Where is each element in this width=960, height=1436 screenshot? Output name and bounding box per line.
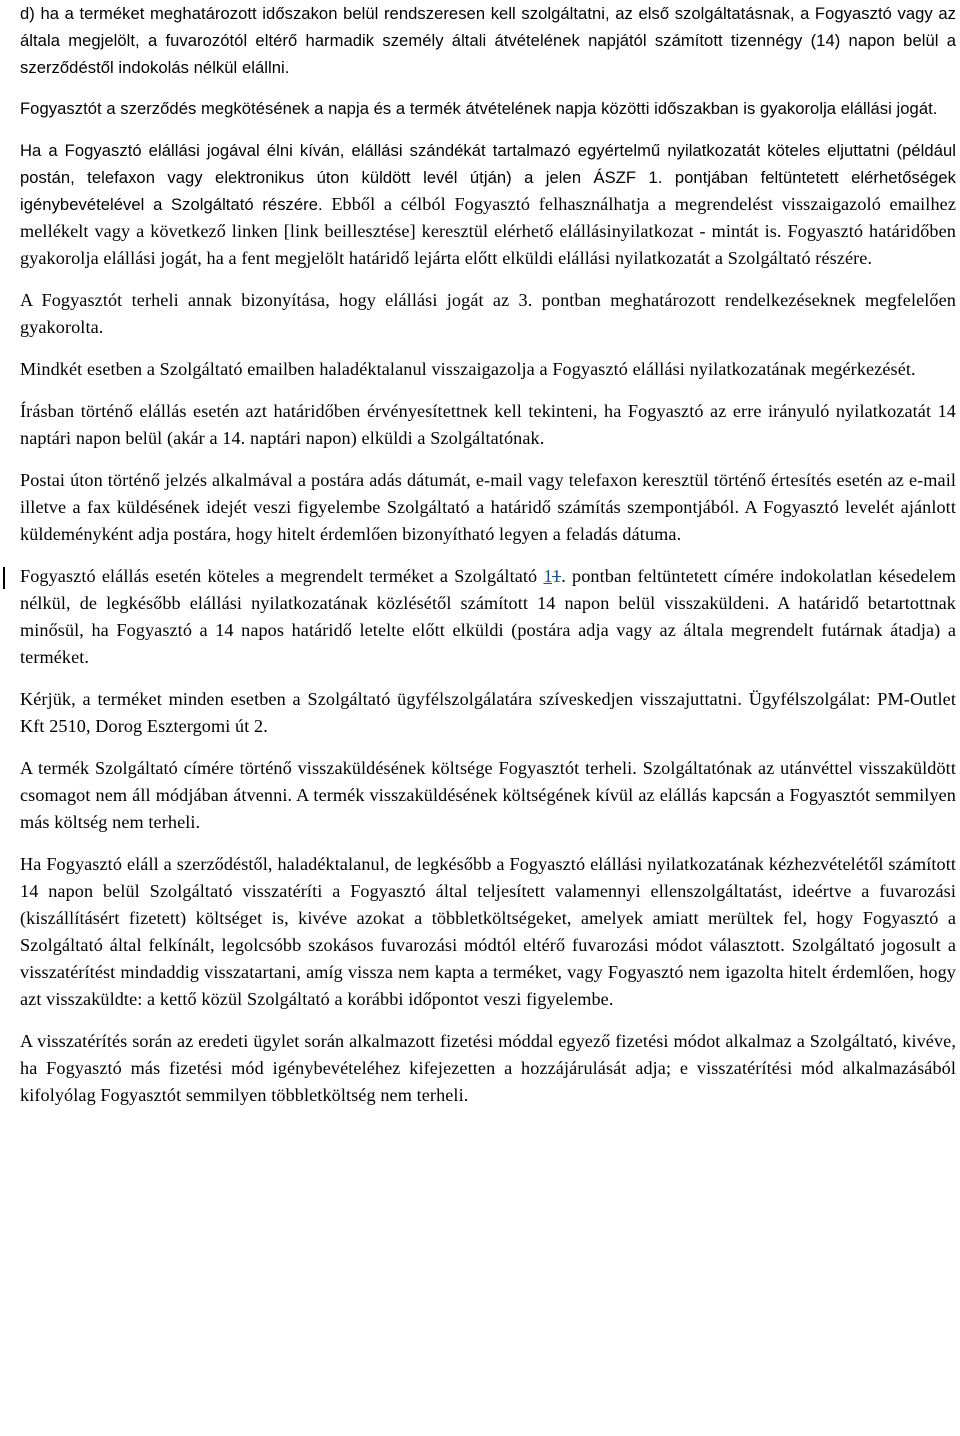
return-text-after: . pontban feltüntetett címére indokolatlan késedelem nélkül, de legkésőbb elállási nyilatkozatának közlésétől számított 14 napon belül visszaküldeni. A határidő betartottnak minősül, ha Fogyasztó a 14 napos határidő letelte előtt elküldi (postára adja vagy az általa megrendelt futárnak átadja) a terméket. (20, 566, 956, 667)
paragraph-written-withdrawal: Írásban történő elállás esetén azt határidőben érvényesítettnek kell tekinteni, ha Fogyasztó az erre irányuló nyilatkozatát 14 naptári napon belül (akár a 14. naptári napon) elküldi a Szolgáltatónak. (20, 401, 956, 448)
paragraph-refund-method: A visszatérítés során az eredeti ügylet során alkalmazott fizetési móddal egyező fizetési módot alkalmaz a Szolgáltató, kivéve, ha Fogyasztó más fizetési mód igénybevételéhez kifejezetten a hozzájárulását adja; e visszatérítési mód alkalmazásából kifolyólag Fogyasztót semmilyen többletköltség nem terheli. (20, 1031, 956, 1105)
paragraph-withdrawal-periodic-service: d) ha a terméket meghatározott időszakon belül rendszeresen kell szolgáltatni, az első szolgáltatásnak, a Fogyasztó vagy az általa megjelölt, a fuvarozótól eltérő harmadik személy általi átvételének napjától számított tizennégy (14) napon belül a szerződéstől indokolás nélkül elállni. (20, 4, 956, 77)
revised-paragraph-wrapper (20, 563, 956, 671)
withdrawal-statement-serif-part: Ebből a célból Fogyasztó felhasználhatja a megrendelést visszaigazoló emailhez mellékelt vagy a következő linken [link beillesztése] keresztül elérhető elállásinyilatkozat - mintát is. Fogyasztó határidőben gyakorolja elállási jogát, ha a fent megjelölt határidő lejárta előtt elküldi elállási nyilatkozatát a Szolgáltató részére. (20, 194, 956, 268)
paragraph-email-confirmation: Mindkét esetben a Szolgáltató emailben haladéktalanul visszaigazolja a Fogyasztó elállási nyilatkozatának megérkezését. (20, 359, 916, 379)
withdrawal-statement-sans-part: Ha a Fogyasztó elállási jogával élni kíván, elállási szándékát tartalmazó egyértelmű nyilatkozatát köteles eljuttatni (például postán, telefaxon vagy elektronikus úton küldött levél útján) a jelen ÁSZF 1. pontjában feltüntetett elérhetőségek igénybevételével a Szolgáltató részére. (20, 141, 956, 214)
change-bar-marker (3, 567, 5, 589)
paragraph-return-cost: A termék Szolgáltató címére történő visszaküldésének költsége Fogyasztót terheli. Szolgáltatónak az utánvéttel visszaküldött csomagot nem áll módjában átvenni. A termék visszaküldésének költségének kívül az elállás kapcsán a Fogyasztót semmilyen más költség nem terheli. (20, 758, 956, 832)
paragraph-burden-of-proof: A Fogyasztót terheli annak bizonyítása, hogy elállási jogát az 3. pontban meghatározott rendelkezéseknek megfelelően gyakorolta. (20, 290, 956, 337)
paragraph-withdrawal-before-delivery: Fogyasztót a szerződés megkötésének a napja és a termék átvételének napja közötti időszakban is gyakorolja elállási jogát. (20, 99, 938, 118)
paragraph-withdrawal-statement (20, 137, 956, 272)
return-text-before: Fogyasztó elállás esetén köteles a megrendelt terméket a Szolgáltató (20, 566, 544, 586)
paragraph-return-product (20, 563, 956, 671)
inserted-revision: 1 (543, 566, 552, 586)
paragraph-refund: Ha Fogyasztó eláll a szerződéstől, haladéktalanul, de legkésőbb a Fogyasztó elállási nyilatkozatának kézhezvételétől számított 14 napon belül Szolgáltató visszatéríti a Fogyasztó által teljesített valamennyi ellenszolgáltatást, ideértve a fuvarozási (kiszállításért fizetett) költséget is, kivéve azokat a többletköltségeket, amelyek amiatt merültek fel, hogy Fogyasztó a Szolgáltató által felkínált, legolcsóbb szokásos fuvarozási módtól eltérő fuvarozási módot választott. Szolgáltató jogosult a visszatérítést mindaddig visszatartani, amíg vissza nem kapta a terméket, vagy Fogyasztó nem igazolta hitelt érdemlően, hogy azt visszaküldte: a kettő közül Szolgáltató a korábbi időpontot veszi figyelembe. (20, 854, 956, 1009)
document-page (20, 0, 956, 1109)
paragraph-postal-notice: Postai úton történő jelzés alkalmával a postára adás dátumát, e-mail vagy telefaxon keresztül történő értesítés esetén az e-mail illetve a fax küldésének idejét veszi figyelembe Szolgáltató a határidő számítás szempontjából. A Fogyasztó levelét ajánlott küldeményként adja postára, hogy hitelt érdemlően bizonyítható legyen a feladás dátuma. (20, 470, 956, 544)
paragraph-customer-service-address: Kérjük, a terméket minden esetben a Szolgáltató ügyfélszolgálatára szíveskedjen visszajuttatni. Ügyfélszolgálat: PM-Outlet Kft 2510, Dorog Esztergomi út 2. (20, 689, 956, 736)
deleted-revision: 1 (551, 566, 562, 586)
